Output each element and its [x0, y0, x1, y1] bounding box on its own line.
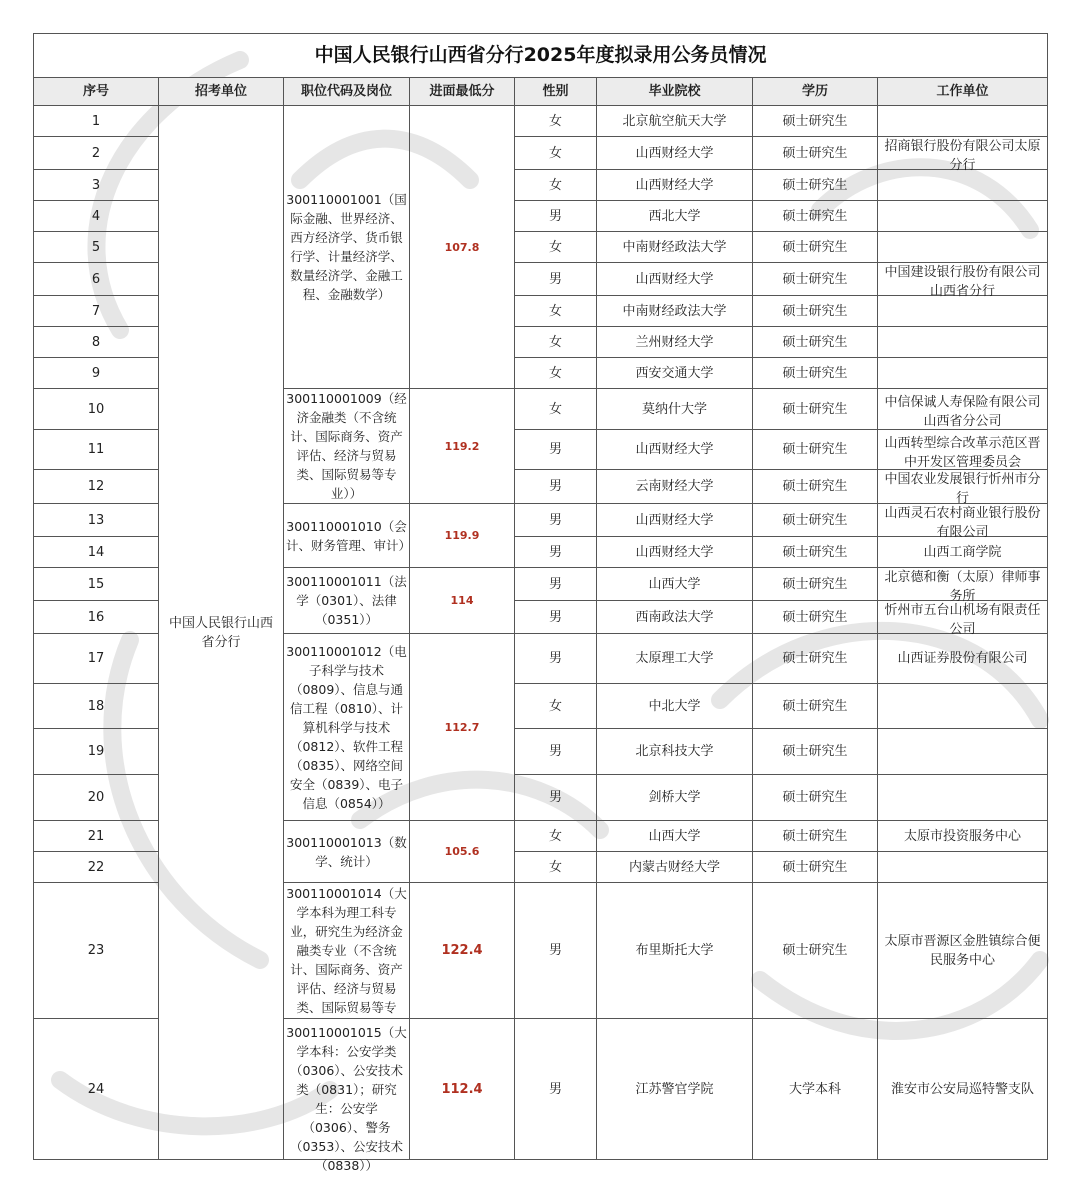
- cell-work-unit: [878, 1019, 1048, 1160]
- cell-school: 山西财经大学: [597, 504, 753, 537]
- cell-min-score: 119.2: [410, 389, 515, 504]
- cell-position: [284, 568, 410, 634]
- cell-degree: 硕士研究生: [753, 389, 878, 430]
- cell-min-score: 122.4: [410, 883, 515, 1019]
- cell-min-score: 112.4: [410, 1019, 515, 1160]
- cell-degree: 硕士研究生: [753, 821, 878, 852]
- cell-gender: 女: [515, 852, 597, 883]
- cell-work-unit: [878, 106, 1048, 137]
- cell-position: [284, 504, 410, 568]
- cell-no: 6: [34, 263, 159, 296]
- cell-min-score: 107.8: [410, 106, 515, 389]
- cell-work-unit: [878, 430, 1048, 469]
- cell-school: 莫纳什大学: [597, 389, 753, 430]
- cell-degree: 硕士研究生: [753, 170, 878, 201]
- cell-min-score: 114: [410, 568, 515, 634]
- cell-degree: 硕士研究生: [753, 568, 878, 601]
- cell-no: 5: [34, 232, 159, 263]
- cell-work-unit: [878, 137, 1048, 173]
- cell-degree: 硕士研究生: [753, 537, 878, 568]
- cell-degree: 硕士研究生: [753, 106, 878, 137]
- cell-school: 山西财经大学: [597, 170, 753, 201]
- cell-position: [284, 883, 410, 1019]
- cell-min-score: 105.6: [410, 821, 515, 883]
- cell-gender: 男: [515, 201, 597, 232]
- work-unit-text: 太原市晋源区金胜镇综合便民服务中心: [884, 933, 1041, 968]
- cell-school: 布里斯托大学: [597, 883, 753, 1019]
- position-text: 300110001014（大学本科为理工科专业，研究生为经济金融类专业（不含统计、国际商务、资产评估、经济与贸易类、国际贸易等专: [286, 886, 407, 1015]
- cell-position: [284, 389, 410, 504]
- work-unit-text: 中国农业发展银行忻州市分行: [884, 472, 1041, 507]
- cell-school: 西南政法大学: [597, 601, 753, 634]
- cell-gender: 男: [515, 504, 597, 537]
- cell-degree: 硕士研究生: [753, 232, 878, 263]
- cell-degree: 硕士研究生: [753, 296, 878, 327]
- position-text: 300110001010（会计、财务管理、审计）: [286, 518, 412, 553]
- cell-position: [284, 1019, 410, 1173]
- cell-no: 18: [34, 684, 159, 729]
- work-unit-text: 中信保诚人寿保险有限公司山西省分公司: [884, 395, 1041, 430]
- cell-no: 19: [34, 729, 159, 775]
- cell-work-unit: [878, 852, 1048, 883]
- cell-school: 云南财经大学: [597, 469, 753, 503]
- header-score: 进面最低分: [410, 78, 515, 106]
- cell-work-unit: [878, 568, 1048, 604]
- header-row: [34, 78, 1048, 106]
- cell-school: 江苏警官学院: [597, 1019, 753, 1160]
- cell-degree: 硕士研究生: [753, 684, 878, 729]
- position-text: 300110001013（数学、统计）: [286, 834, 407, 869]
- cell-work-unit: [878, 504, 1048, 540]
- cell-degree: 硕士研究生: [753, 327, 878, 358]
- cell-gender: 男: [515, 601, 597, 634]
- cell-min-score: 112.7: [410, 634, 515, 821]
- header-position: 职位代码及岗位: [284, 78, 410, 106]
- cell-no: 24: [34, 1019, 159, 1160]
- cell-gender: 男: [515, 1019, 597, 1160]
- header-school: 毕业院校: [597, 78, 753, 106]
- cell-no: 9: [34, 358, 159, 389]
- cell-degree: 硕士研究生: [753, 137, 878, 170]
- cell-gender: 女: [515, 327, 597, 358]
- cell-degree: 硕士研究生: [753, 775, 878, 821]
- cell-work-unit: [878, 775, 1048, 821]
- cell-school: 北京科技大学: [597, 729, 753, 775]
- cell-no: 21: [34, 821, 159, 852]
- cell-degree: 硕士研究生: [753, 263, 878, 296]
- position-text: 300110001009（经济金融类（不含统计、国际商务、资产评估、经济与贸易类、国际贸易等专业））: [286, 391, 407, 501]
- cell-gender: 女: [515, 296, 597, 327]
- cell-unit: 中国人民银行山西省分行: [159, 106, 284, 1160]
- cell-no: 11: [34, 430, 159, 469]
- cell-work-unit: [878, 601, 1048, 637]
- work-unit-text: 山西工商学院: [923, 544, 1002, 560]
- header-gender: 性别: [515, 78, 597, 106]
- work-unit-text: 中国建设银行股份有限公司山西省分行: [884, 265, 1041, 299]
- cell-no: 22: [34, 852, 159, 883]
- cell-degree: 硕士研究生: [753, 469, 878, 503]
- cell-no: 10: [34, 389, 159, 430]
- cell-degree: 硕士研究生: [753, 201, 878, 232]
- cell-position: [284, 821, 410, 883]
- work-unit-text: 山西证券股份有限公司: [897, 651, 1028, 666]
- cell-school: 中南财经政法大学: [597, 232, 753, 263]
- cell-work-unit: [878, 469, 1048, 507]
- cell-gender: 男: [515, 634, 597, 684]
- cell-work-unit: [878, 327, 1048, 358]
- position-text: 300110001001（国际金融、世界经济、西方经济学、货币银行学、计量经济学、数量经济学、金融工程、金融数学）: [286, 192, 407, 302]
- cell-work-unit: [878, 821, 1048, 852]
- cell-no: 23: [34, 883, 159, 1019]
- cell-gender: 男: [515, 537, 597, 568]
- cell-gender: 男: [515, 775, 597, 821]
- cell-school: 中南财经政法大学: [597, 296, 753, 327]
- cell-school: 兰州财经大学: [597, 327, 753, 358]
- cell-school: 太原理工大学: [597, 634, 753, 684]
- cell-degree: 硕士研究生: [753, 430, 878, 469]
- position-text: 300110001012（电子科学与技术（0809）、信息与通信工程（0810）、计算机科学与技术（0812）、软件工程（0835）、网络空间安全（0839）、电子信息（0854））: [286, 643, 407, 811]
- table-row: [34, 106, 1048, 137]
- cell-position: [284, 634, 410, 821]
- work-unit-text: 招商银行股份有限公司太原分行: [884, 139, 1041, 173]
- cell-no: 17: [34, 634, 159, 684]
- cell-degree: 大学本科: [753, 1019, 878, 1160]
- cell-no: 12: [34, 469, 159, 503]
- cell-gender: 女: [515, 137, 597, 170]
- cell-gender: 男: [515, 729, 597, 775]
- cell-school: 中北大学: [597, 684, 753, 729]
- header-no: 序号: [34, 78, 159, 106]
- header-work: 工作单位: [878, 78, 1048, 106]
- work-unit-text: 山西转型综合改革示范区晋中开发区管理委员会: [884, 435, 1041, 470]
- cell-no: 7: [34, 296, 159, 327]
- work-unit-text: 山西灵石农村商业银行股份有限公司: [884, 506, 1041, 540]
- cell-school: 西北大学: [597, 201, 753, 232]
- cell-gender: 女: [515, 232, 597, 263]
- cell-degree: 硕士研究生: [753, 852, 878, 883]
- cell-school: 剑桥大学: [597, 775, 753, 821]
- cell-degree: 硕士研究生: [753, 883, 878, 1019]
- work-unit-text: 太原市投资服务中心: [904, 828, 1022, 844]
- cell-no: 8: [34, 327, 159, 358]
- position-text: 300110001011（法学（0301）、法律（0351））: [286, 574, 407, 627]
- cell-no: 3: [34, 170, 159, 201]
- cell-no: 1: [34, 106, 159, 137]
- table-title: 中国人民银行山西省分行2025年度拟录用公务员情况: [34, 34, 1048, 78]
- work-unit-text: 淮安市公安局巡特警支队: [891, 1081, 1035, 1097]
- cell-min-score: 119.9: [410, 504, 515, 568]
- cell-work-unit: [878, 358, 1048, 389]
- cell-no: 14: [34, 537, 159, 568]
- cell-degree: 硕士研究生: [753, 601, 878, 634]
- cell-work-unit: [878, 729, 1048, 775]
- cell-degree: 硕士研究生: [753, 358, 878, 389]
- cell-gender: 女: [515, 358, 597, 389]
- cell-gender: 女: [515, 170, 597, 201]
- work-unit-text: 忻州市五台山机场有限责任公司: [884, 603, 1041, 637]
- cell-position: [284, 106, 410, 389]
- cell-work-unit: [878, 883, 1048, 1019]
- cell-no: 13: [34, 504, 159, 537]
- cell-gender: 女: [515, 821, 597, 852]
- cell-work-unit: [878, 634, 1048, 684]
- cell-school: 山西财经大学: [597, 263, 753, 296]
- cell-work-unit: [878, 201, 1048, 232]
- cell-gender: 男: [515, 263, 597, 296]
- cell-no: 16: [34, 601, 159, 634]
- cell-school: 西安交通大学: [597, 358, 753, 389]
- cell-no: 20: [34, 775, 159, 821]
- cell-no: 4: [34, 201, 159, 232]
- cell-school: 山西大学: [597, 821, 753, 852]
- cell-degree: 硕士研究生: [753, 504, 878, 537]
- cell-gender: 女: [515, 106, 597, 137]
- cell-gender: 男: [515, 568, 597, 601]
- cell-gender: 男: [515, 430, 597, 469]
- cell-no: 15: [34, 568, 159, 601]
- cell-no: 2: [34, 137, 159, 170]
- position-text: 300110001015（大学本科：公安学类（0306）、公安技术类（0831）；研究生：公安学（0306）、警务（0353）、公安技术（0838））: [286, 1024, 407, 1173]
- cell-gender: 男: [515, 469, 597, 503]
- cell-gender: 女: [515, 684, 597, 729]
- header-unit: 招考单位: [159, 78, 284, 106]
- work-unit-text: 北京德和衡（太原）律师事务所: [884, 570, 1041, 604]
- cell-school: 山西财经大学: [597, 137, 753, 170]
- header-degree: 学历: [753, 78, 878, 106]
- cell-school: 山西财经大学: [597, 537, 753, 568]
- cell-gender: 男: [515, 883, 597, 1019]
- cell-school: 山西大学: [597, 568, 753, 601]
- cell-school: 山西财经大学: [597, 430, 753, 469]
- cell-work-unit: [878, 684, 1048, 729]
- admission-table: [33, 33, 1048, 1173]
- cell-work-unit: [878, 232, 1048, 263]
- cell-gender: 女: [515, 389, 597, 430]
- cell-work-unit: [878, 389, 1048, 430]
- cell-degree: 硕士研究生: [753, 729, 878, 775]
- cell-degree: 硕士研究生: [753, 634, 878, 684]
- cell-school: 北京航空航天大学: [597, 106, 753, 137]
- cell-work-unit: [878, 263, 1048, 299]
- cell-school: 内蒙古财经大学: [597, 852, 753, 883]
